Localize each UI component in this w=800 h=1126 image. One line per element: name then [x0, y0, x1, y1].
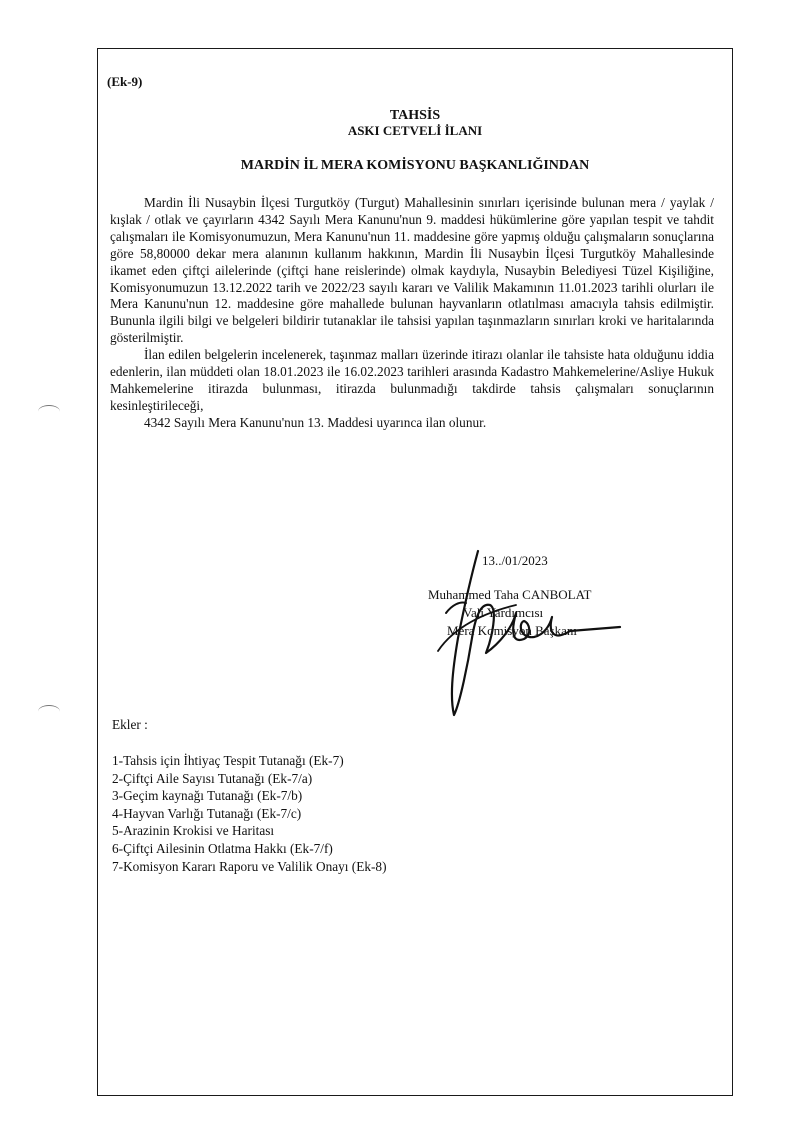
paragraph-main: Mardin İli Nusaybin İlçesi Turgutköy (Turgut) Mahallesinin sınırları içerisinde bulunan mera / yaylak / kışlak / otlak ve çayırların 4342 Sayılı Mera Kanunu'nun 9. maddesi hükümlerine göre yapılan tespit ve tahdit çalışmaları ile Komisyonumuzun, Mera Kanunu'nun 11. maddesine göre yapmış olduğu çalışmaların sonuçlarına göre 58,80000 dekar mera alanının kullanım hakkının, Mardin İli Nusaybin İlçesi Turgutköy Mahallesinde ikamet eden çiftçi ailelerinde (çiftçi hane reislerinde) olmak kaydıyla, Nusaybin Belediyesi Tüzel Kişiliğine, Komisyonumuzun 13.12.2022 tarih ve 2022/23 sayılı kararı ve Valilik Makamının 11.01.2023 tarihli olurları ile Mera Kanunu'nun 12. maddesine göre mahallede bulunan hayvanların otlatılması amacıyla tahsis edilmiştir. Bununla ilgili bilgi ve belgeleri bildirir tutanaklar ile tahsisi yapılan taşınmazların sınırları kroki ve haritalarında gösterilmiştir.: [110, 195, 714, 346]
paragraph-closing: 4342 Sayılı Mera Kanunu'nun 13. Maddesi uyarınca ilan olunur.: [144, 414, 487, 430]
signatory-title: Vali Yardımcısı: [463, 605, 544, 620]
handwritten-signature: [420, 543, 650, 723]
signature-date: 13../01/2023: [482, 553, 548, 568]
annex-item: 4-Hayvan Varlığı Tutanağı (Ek-7/c): [112, 805, 302, 821]
signatory-role: Mera Komisyon Başkanı: [447, 623, 577, 638]
announcement-body: [110, 195, 714, 432]
annexes-list: [112, 752, 387, 875]
annex-item: 3-Geçim kaynağı Tutanağı (Ek-7/b): [112, 788, 303, 804]
annex-item: 5-Arazinin Krokisi ve Haritası: [112, 823, 275, 839]
annexes-heading: Ekler :: [112, 717, 148, 732]
hole-punch-mark-bottom: [38, 705, 60, 718]
issuing-authority: MARDİN İL MERA KOMİSYONU BAŞKANLIĞINDAN: [240, 158, 590, 173]
hole-punch-mark-top: [38, 405, 60, 418]
annex-label: (Ek-9): [107, 74, 143, 89]
annex-item: 2-Çiftçi Aile Sayısı Tutanağı (Ek-7/a): [112, 770, 313, 786]
signatory-name: Muhammed Taha CANBOLAT: [428, 587, 592, 602]
paragraph-objection: İlan edilen belgelerin incelenerek, taşınmaz malları üzerinde itirazı olanlar ile tahsiste hata olduğunu iddia edenlerin, ilan müddeti olan 18.01.2023 ile 16.02.2023 tarihleri arasında Kadastro Mahkemelerine/Asliye Hukuk Mahkemelerine itirazda bulunması, itirazda bulunmadığı takdirde tahsis çalışmaları sonuçlarının kesinleştirileceği,: [110, 347, 714, 413]
signature-block: [420, 553, 650, 723]
annex-item: 6-Çiftçi Ailesinin Otlatma Hakkı (Ek-7/f): [112, 840, 333, 856]
annex-item: 7-Komisyon Kararı Raporu ve Valilik Onayı (Ek-8): [112, 858, 387, 874]
document-subtitle: ASKI CETVELİ İLANI: [347, 123, 483, 138]
document-title: TAHSİS: [389, 108, 441, 123]
annex-item: 1-Tahsis için İhtiyaç Tespit Tutanağı (Ek-7): [112, 753, 344, 768]
